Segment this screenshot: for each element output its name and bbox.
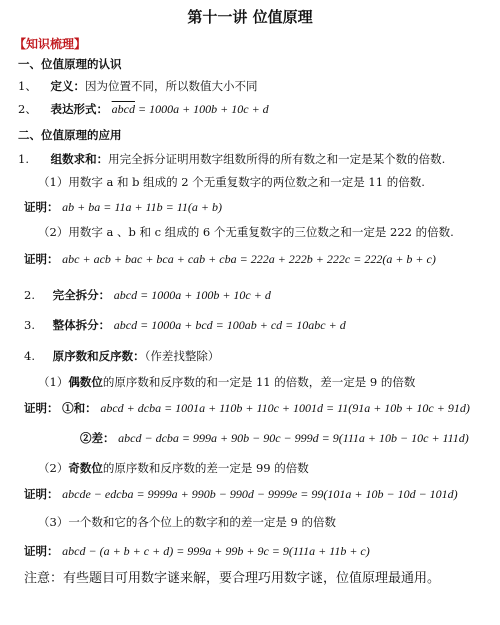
proof-label: 证明：: [24, 200, 59, 214]
formula: abcd = 1000a + 100b + 10c + d: [113, 288, 271, 302]
formula: abcd = 1000a + bcd = 100ab + cd = 10abc + d: [113, 318, 346, 332]
item-text: 用完全拆分证明用数字组数所得的所有数之和一定是某个数的倍数.: [108, 152, 446, 166]
section-heading-1: 一、位值原理的认识: [18, 57, 122, 71]
formula: abcd − (a + b + c + d) = 999a + 99b + 9c = 9(111a + 11b + c): [62, 544, 370, 558]
s2-q1: [38, 374, 415, 390]
proof-label: 证明：: [24, 252, 59, 266]
s2-q3: （3）一个数和它的各个位上的数字和的差一定是 9 的倍数: [38, 515, 336, 529]
formula-rest: = 1000a + 100b + 10c + d: [134, 102, 269, 116]
proof-label: 证明：: [24, 401, 59, 415]
item-label: 整体拆分：: [52, 318, 111, 332]
s1-item-2: [18, 101, 269, 117]
item-number: 1、: [18, 79, 37, 93]
item-label: 组数求和：: [50, 152, 109, 166]
overlined-number: abcd: [111, 102, 135, 116]
item-label: 表达形式：: [50, 102, 108, 116]
item-number: 4.: [24, 349, 35, 363]
s2-q1-proof-sum: [24, 400, 470, 416]
item-number: 2、: [18, 102, 37, 116]
s2-item-4: [24, 348, 219, 364]
s2-proof-1: [24, 199, 222, 215]
q-keyword: 偶数位: [68, 375, 103, 389]
s2-item-2: [24, 287, 271, 303]
item-number: 1.: [18, 152, 29, 166]
s2-part-1: （1）用数字 a 和 b 组成的 2 个无重复数字的两位数之和一定是 11 的倍数.: [38, 175, 425, 189]
s1-item-1: [18, 78, 257, 94]
formula: abc + acb + bac + bca + cab + cba = 222a + 222b + 222c = 222(a + b + c): [62, 252, 436, 266]
q-number: （2）: [38, 461, 69, 475]
q-text: 的原序数和反序数的差一定是 99 的倍数: [102, 461, 309, 475]
s2-q1-proof-diff: [80, 430, 469, 446]
item-label: 原序数和反序数：: [52, 349, 145, 363]
note: 注意：有些题目可用数字谜来解，要合理巧用数字谜，位值原理最通用。: [24, 571, 441, 586]
s2-q2-proof: [24, 486, 458, 502]
q-keyword: 奇数位: [68, 461, 103, 475]
item-text: 因为位置不同，所以数值大小不同: [84, 79, 258, 93]
item-label: 定义：: [50, 79, 85, 93]
proof-label: 证明：: [24, 544, 59, 558]
s2-q3-proof: [24, 543, 370, 559]
s2-q2: [38, 460, 309, 476]
section-heading-2: 二、位值原理的应用: [18, 128, 122, 142]
item-text: （作差找整除）: [144, 349, 220, 363]
q-text: 的原序数和反序数的和一定是 11 的倍数，差一定是 9 的倍数: [102, 375, 416, 389]
proof-label: 证明：: [24, 487, 59, 501]
formula: abcd + dcba = 1001a + 110b + 110c + 1001d = 11(91a + 10b + 10c + 91d): [100, 401, 470, 415]
formula: abcd − dcba = 999a + 90b − 90c − 999d = 9(111a + 10b − 10c + 111d): [118, 431, 469, 445]
item-number: 3.: [24, 318, 35, 332]
formula: [112, 102, 269, 116]
s2-item-3: [24, 317, 346, 333]
s2-item-1: [18, 151, 445, 167]
item-label: 完全拆分：: [52, 288, 111, 302]
s2-proof-2: [24, 251, 436, 267]
s2-part-2: （2）用数字 a 、b 和 c 组成的 6 个无重复数字的三位数之和一定是 222 的倍数.: [38, 225, 454, 239]
diff-label: ②差：: [80, 431, 115, 445]
page-title: 第十一讲 位值原理: [187, 8, 313, 26]
section-tag: 【知识梳理】: [14, 37, 87, 51]
sum-label: ①和：: [62, 401, 97, 415]
item-number: 2.: [24, 288, 35, 302]
formula: ab + ba = 11a + 11b = 11(a + b): [62, 200, 222, 214]
q-number: （1）: [38, 375, 69, 389]
formula: abcde − edcba = 9999a + 990b − 990d − 9999e = 99(101a + 10b − 10d − 101d): [62, 487, 458, 501]
